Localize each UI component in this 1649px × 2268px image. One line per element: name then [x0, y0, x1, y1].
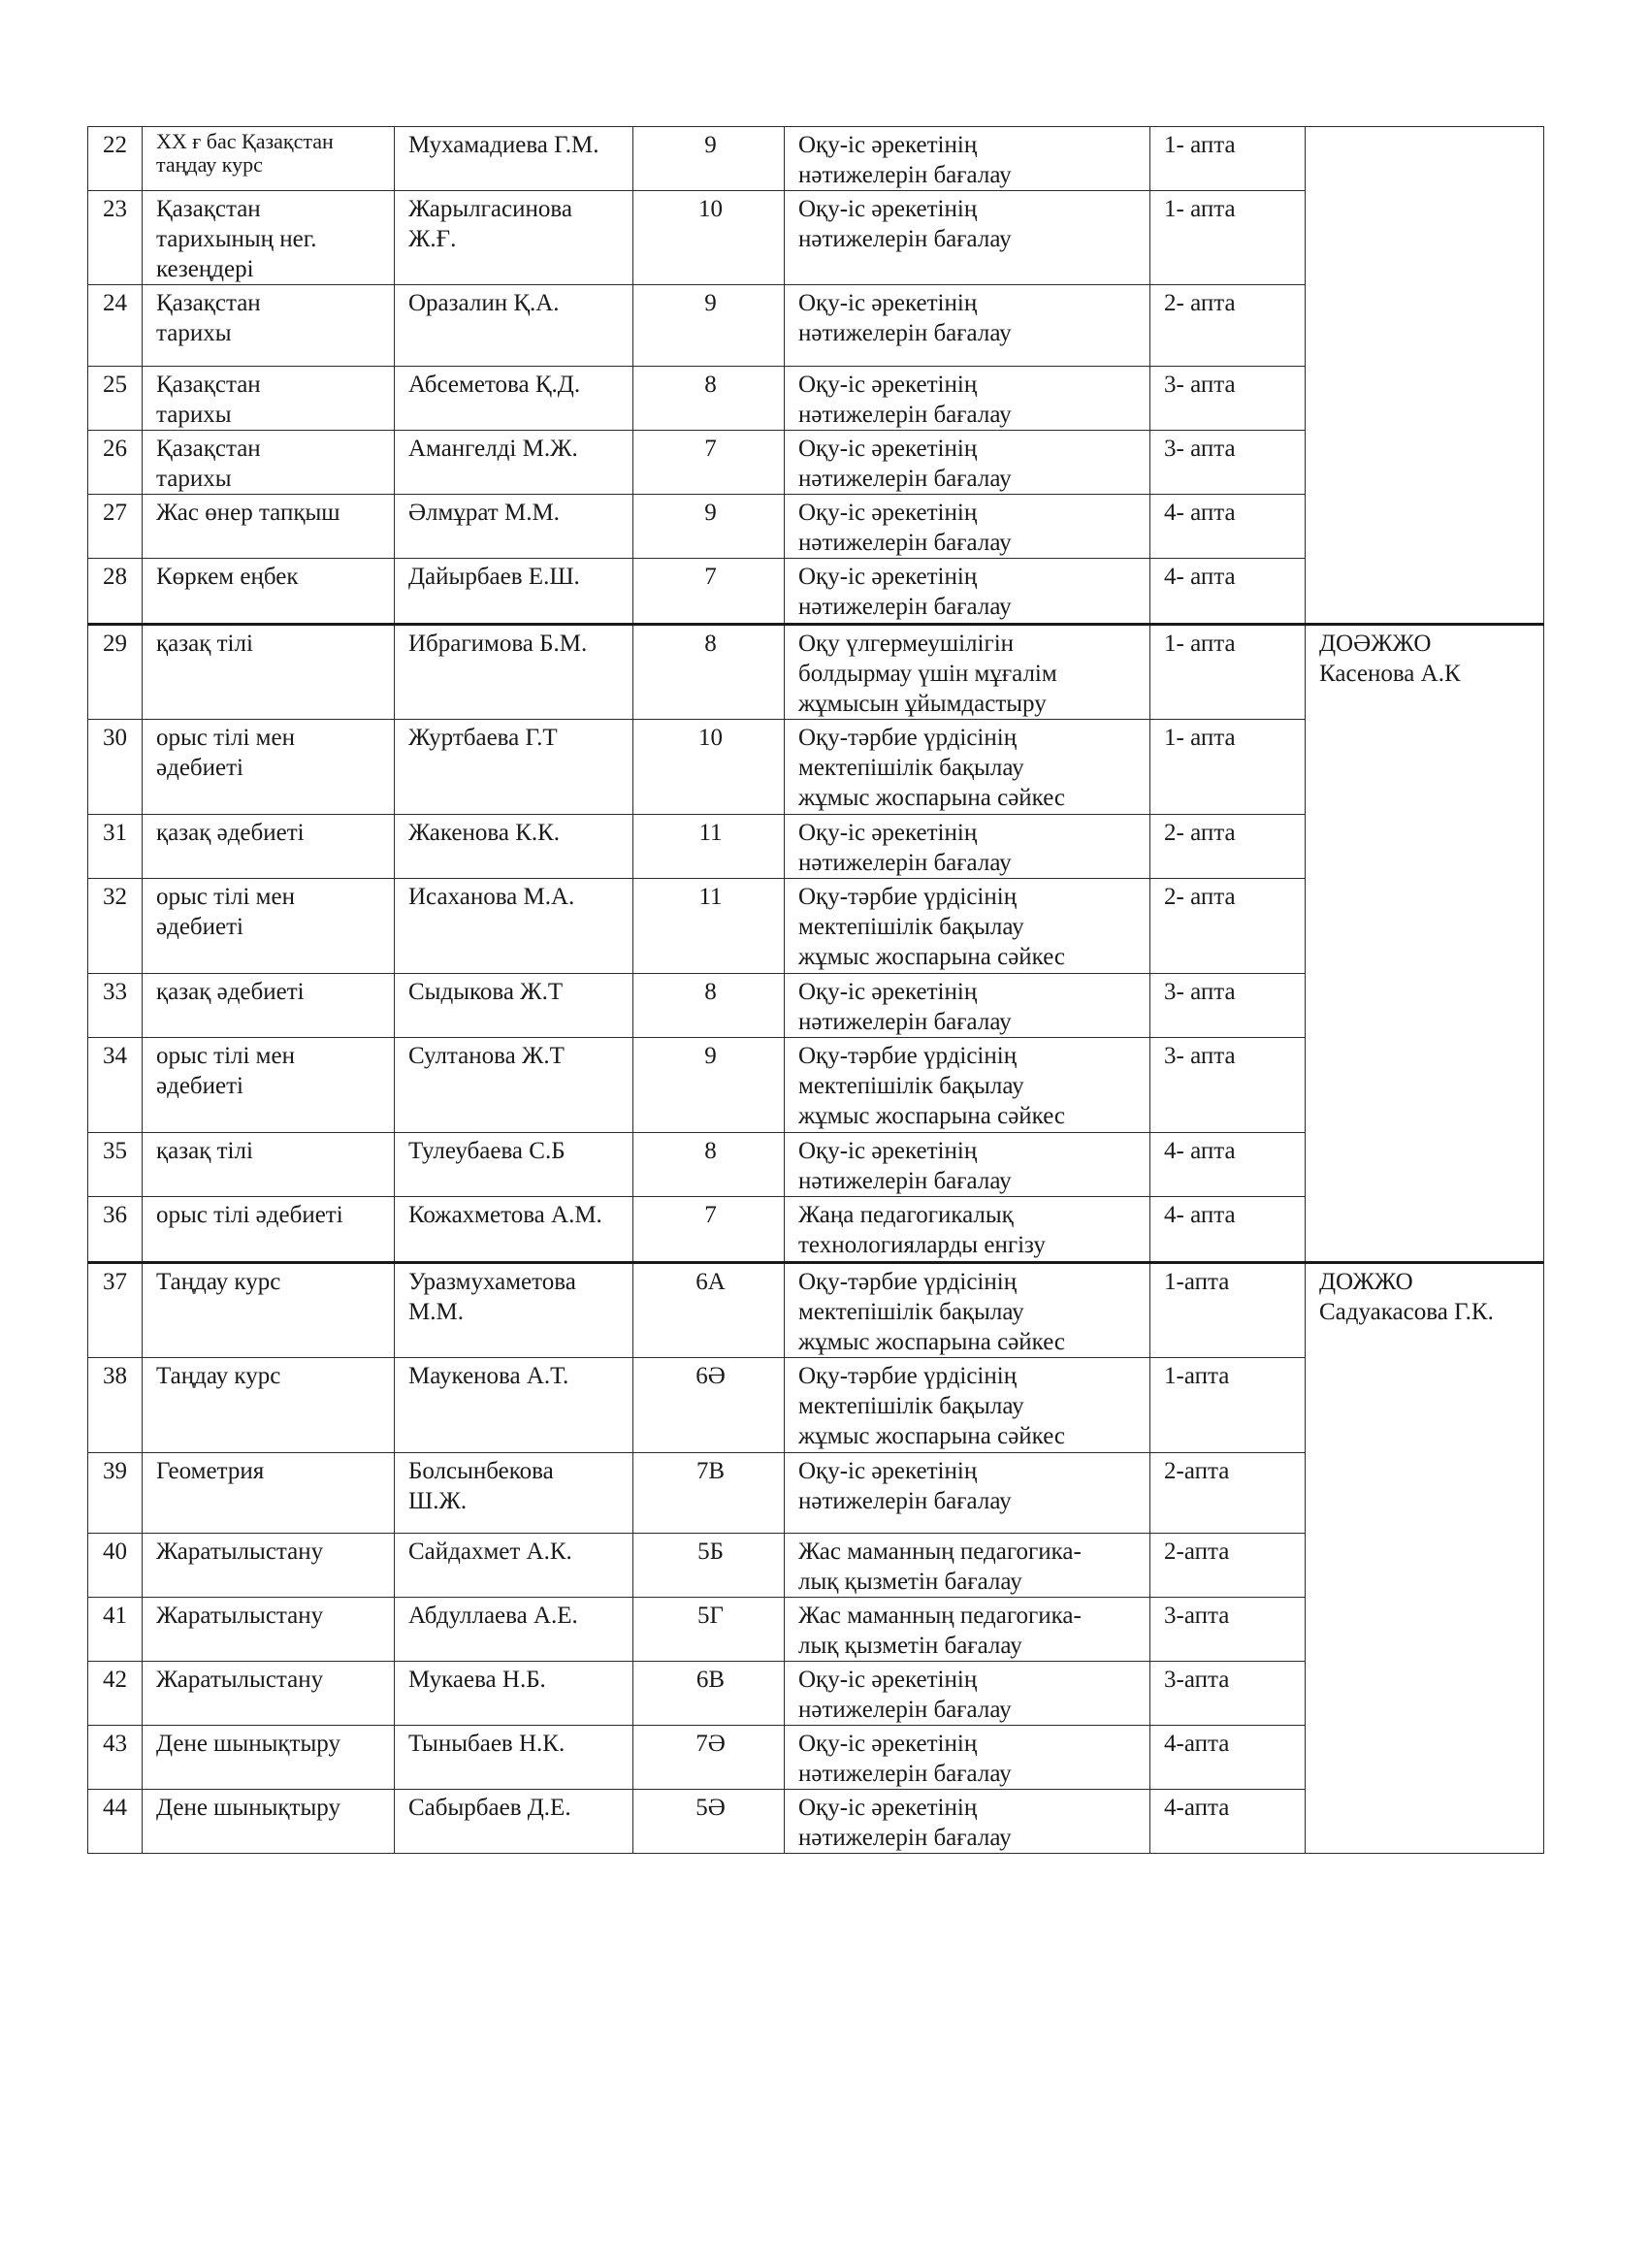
subject-cell	[143, 1358, 395, 1453]
subject-cell	[143, 127, 395, 191]
purpose-cell	[785, 191, 1150, 285]
purpose-cell-line: нәтижелерін бағалау	[798, 320, 1012, 346]
subject-cell-line: Қазақстан	[156, 196, 261, 222]
purpose-cell	[785, 625, 1150, 720]
row-number: 37	[88, 1263, 143, 1358]
purpose-cell-line: мектепішілік бақылау	[798, 1393, 1024, 1419]
purpose-cell-line: лық қызметін бағалау	[798, 1569, 1022, 1595]
teacher-cell	[395, 559, 633, 625]
row-number: 32	[88, 879, 143, 974]
purpose-cell	[785, 879, 1150, 974]
teacher-cell-line: Кожахметова А.М.	[408, 1202, 602, 1228]
teacher-cell-line: Болсынбекова	[408, 1458, 554, 1484]
teacher-cell-line: Жакенова К.К.	[408, 820, 561, 846]
purpose-cell-line: мектепішілік бақылау	[798, 755, 1024, 781]
grade-cell: 10	[633, 191, 785, 285]
teacher-cell	[395, 495, 633, 559]
grade-cell: 6В	[633, 1662, 785, 1726]
row-number: 39	[88, 1453, 143, 1534]
teacher-cell-line: Абдуллаева А.Е.	[408, 1603, 578, 1629]
teacher-cell	[395, 1534, 633, 1598]
purpose-cell-line: Оқу-тәрбие үрдісінің	[798, 1043, 1018, 1069]
teacher-cell-line: Маукенова А.Т.	[408, 1363, 569, 1389]
purpose-cell-line: болдырмау үшін мұғалім	[798, 661, 1057, 687]
table-row	[88, 127, 1544, 191]
subject-cell	[143, 495, 395, 559]
subject-cell-line: қазақ тілі	[156, 1138, 253, 1164]
teacher-cell-line: Ж.Ғ.	[408, 226, 457, 252]
purpose-cell	[785, 1358, 1150, 1453]
week-cell: 3- апта	[1150, 1038, 1306, 1133]
purpose-cell-line: нәтижелерін бағалау	[798, 530, 1012, 556]
purpose-cell-line: Оқу-іс әрекетінің	[798, 564, 978, 590]
purpose-cell-line: жұмыс жоспарына сәйкес	[798, 785, 1066, 811]
grade-cell: 5Г	[633, 1598, 785, 1662]
subject-cell	[143, 720, 395, 815]
teacher-cell	[395, 431, 633, 495]
teacher-cell	[395, 1038, 633, 1133]
subject-cell-line: Қазақстан	[156, 372, 261, 398]
grade-cell: 7	[633, 1197, 785, 1263]
purpose-cell-line: нәтижелерін бағалау	[798, 1825, 1012, 1851]
teacher-cell	[395, 1662, 633, 1726]
teacher-cell	[395, 127, 633, 191]
grade-cell: 10	[633, 720, 785, 815]
teacher-cell-line: Сайдахмет А.К.	[408, 1539, 572, 1565]
subject-cell	[143, 1534, 395, 1598]
teacher-cell-line: Мукаева Н.Б.	[408, 1667, 546, 1693]
subject-cell-line: қазақ тілі	[156, 631, 253, 657]
purpose-cell	[785, 1726, 1150, 1790]
purpose-cell	[785, 127, 1150, 191]
row-number: 44	[88, 1790, 143, 1854]
subject-cell	[143, 974, 395, 1038]
subject-cell	[143, 559, 395, 625]
grade-cell: 5Ә	[633, 1790, 785, 1854]
subject-cell-line: әдебиеті	[156, 914, 243, 940]
monitoring-schedule-table	[87, 126, 1544, 1854]
week-cell: 3-апта	[1150, 1662, 1306, 1726]
purpose-cell-line: нәтижелерін бағалау	[798, 594, 1012, 620]
subject-cell-line: тарихы	[156, 320, 232, 346]
teacher-cell	[395, 974, 633, 1038]
grade-cell: 8	[633, 974, 785, 1038]
subject-cell	[143, 1662, 395, 1726]
subject-cell	[143, 1598, 395, 1662]
subject-cell-line: кезеңдері	[156, 256, 254, 282]
grade-cell: 7Ә	[633, 1726, 785, 1790]
teacher-cell	[395, 1598, 633, 1662]
week-cell: 2- апта	[1150, 879, 1306, 974]
teacher-cell-line: Амангелді М.Ж.	[408, 436, 578, 462]
row-number: 34	[88, 1038, 143, 1133]
grade-cell: 8	[633, 1133, 785, 1197]
grade-cell: 5Б	[633, 1534, 785, 1598]
responsible-line: Касенова А.К	[1319, 661, 1461, 687]
row-number: 36	[88, 1197, 143, 1263]
week-cell: 1- апта	[1150, 127, 1306, 191]
purpose-cell-line: мектепішілік бақылау	[798, 1299, 1024, 1325]
week-cell: 1- апта	[1150, 720, 1306, 815]
purpose-cell-line: нәтижелерін бағалау	[798, 402, 1012, 428]
teacher-cell	[395, 285, 633, 367]
purpose-cell	[785, 1534, 1150, 1598]
grade-cell: 9	[633, 285, 785, 367]
grade-cell: 11	[633, 879, 785, 974]
purpose-cell-line: Оқу-тәрбие үрдісінің	[798, 725, 1018, 751]
week-cell: 3- апта	[1150, 431, 1306, 495]
purpose-cell	[785, 495, 1150, 559]
row-number: 29	[88, 625, 143, 720]
purpose-cell	[785, 1133, 1150, 1197]
subject-cell-line: қазақ әдебиеті	[156, 979, 305, 1005]
week-cell: 4- апта	[1150, 1197, 1306, 1263]
subject-cell	[143, 367, 395, 431]
subject-cell-line: әдебиеті	[156, 1073, 243, 1099]
teacher-cell	[395, 720, 633, 815]
row-number: 40	[88, 1534, 143, 1598]
grade-cell: 9	[633, 127, 785, 191]
purpose-cell-line: нәтижелерін бағалау	[798, 850, 1012, 876]
purpose-cell-line: Жас маманның педагогика-	[798, 1539, 1082, 1565]
purpose-cell	[785, 367, 1150, 431]
subject-cell	[143, 1263, 395, 1358]
row-number: 35	[88, 1133, 143, 1197]
responsible-cell	[1306, 1263, 1544, 1854]
teacher-cell-line: Мухамадиева Г.М.	[408, 132, 599, 158]
subject-cell	[143, 1197, 395, 1263]
purpose-cell	[785, 974, 1150, 1038]
row-number: 33	[88, 974, 143, 1038]
responsible-cell	[1306, 625, 1544, 1263]
purpose-cell	[785, 1263, 1150, 1358]
responsible-line: ДОӘЖЖО	[1319, 631, 1432, 657]
teacher-cell-line: Тулеубаева С.Б	[408, 1138, 566, 1164]
table-body	[88, 127, 1544, 1854]
subject-cell-line: Жас өнер тапқыш	[156, 500, 340, 526]
subject-cell-line: тарихы	[156, 402, 232, 428]
week-cell: 1-апта	[1150, 1358, 1306, 1453]
subject-cell-line: Жаратылыстану	[156, 1667, 324, 1693]
teacher-cell-line: Журтбаева Г.Т	[408, 725, 558, 751]
subject-cell-line: қазақ әдебиеті	[156, 820, 305, 846]
teacher-cell-line: Ибрагимова Б.М.	[408, 631, 588, 657]
grade-cell: 7	[633, 559, 785, 625]
purpose-cell-line: Оқу-іс әрекетінің	[798, 979, 978, 1005]
subject-cell	[143, 879, 395, 974]
grade-cell: 8	[633, 625, 785, 720]
week-cell: 1-апта	[1150, 1263, 1306, 1358]
teacher-cell-line: Абсеметова Қ.Д.	[408, 372, 581, 398]
table-row	[88, 625, 1544, 720]
purpose-cell-line: нәтижелерін бағалау	[798, 1697, 1012, 1723]
week-cell: 4-апта	[1150, 1726, 1306, 1790]
teacher-cell	[395, 815, 633, 879]
purpose-cell	[785, 1453, 1150, 1534]
purpose-cell-line: технологияларды енгізу	[798, 1232, 1046, 1258]
responsible-cell	[1306, 127, 1544, 625]
subject-cell-line: Геометрия	[156, 1458, 265, 1484]
purpose-cell-line: Жаңа педагогикалық	[798, 1202, 1014, 1228]
subject-cell-line: таңдау курс	[156, 152, 263, 177]
purpose-cell-line: мектепішілік бақылау	[798, 1073, 1024, 1099]
purpose-cell-line: Оқу-іс әрекетінің	[798, 1667, 978, 1693]
purpose-cell-line: Оқу-іс әрекетінің	[798, 290, 978, 316]
purpose-cell-line: лық қызметін бағалау	[798, 1633, 1022, 1659]
purpose-cell	[785, 720, 1150, 815]
purpose-cell-line: жұмыс жоспарына сәйкес	[798, 944, 1066, 970]
purpose-cell-line: жұмыс жоспарына сәйкес	[798, 1103, 1066, 1129]
week-cell: 2-апта	[1150, 1534, 1306, 1598]
purpose-cell-line: жұмыс жоспарына сәйкес	[798, 1329, 1066, 1355]
week-cell: 1- апта	[1150, 191, 1306, 285]
purpose-cell	[785, 1038, 1150, 1133]
grade-cell: 6А	[633, 1263, 785, 1358]
purpose-cell-line: Оқу-іс әрекетінің	[798, 500, 978, 526]
purpose-cell-line: нәтижелерін бағалау	[798, 1761, 1012, 1787]
purpose-cell	[785, 1598, 1150, 1662]
grade-cell: 8	[633, 367, 785, 431]
subject-cell-line: Жаратылыстану	[156, 1539, 324, 1565]
grade-cell: 6Ә	[633, 1358, 785, 1453]
purpose-cell-line: Оқу-іс әрекетінің	[798, 372, 978, 398]
purpose-cell-line: нәтижелерін бағалау	[798, 1488, 1012, 1514]
subject-cell-line: Дене шынықтыру	[156, 1731, 340, 1757]
subject-cell	[143, 431, 395, 495]
subject-cell-line: тарихы	[156, 466, 232, 492]
subject-cell-line: орыс тілі мен	[156, 884, 295, 910]
purpose-cell	[785, 815, 1150, 879]
subject-cell	[143, 1453, 395, 1534]
purpose-cell	[785, 1662, 1150, 1726]
purpose-cell-line: Оқу-іс әрекетінің	[798, 1458, 978, 1484]
week-cell: 3-апта	[1150, 1598, 1306, 1662]
purpose-cell-line: нәтижелерін бағалау	[798, 466, 1012, 492]
week-cell: 4- апта	[1150, 495, 1306, 559]
subject-cell-line: Дене шынықтыру	[156, 1795, 340, 1821]
teacher-cell-line: Ш.Ж.	[408, 1488, 468, 1514]
purpose-cell-line: Оқу үлгермеушілігін	[798, 631, 1015, 657]
week-cell: 2- апта	[1150, 285, 1306, 367]
teacher-cell	[395, 1133, 633, 1197]
teacher-cell-line: Сыдыкова Ж.Т	[408, 979, 564, 1005]
subject-cell	[143, 1038, 395, 1133]
purpose-cell-line: жұмысын ұйымдастыру	[798, 691, 1047, 717]
grade-cell: 7В	[633, 1453, 785, 1534]
purpose-cell-line: Оқу-іс әрекетінің	[798, 1138, 978, 1164]
purpose-cell-line: нәтижелерін бағалау	[798, 1168, 1012, 1194]
purpose-cell-line: Оқу-іс әрекетінің	[798, 820, 978, 846]
subject-cell	[143, 285, 395, 367]
subject-cell	[143, 1133, 395, 1197]
teacher-cell-line: Султанова Ж.Т	[408, 1043, 565, 1069]
purpose-cell-line: нәтижелерін бағалау	[798, 162, 1012, 188]
row-number: 43	[88, 1726, 143, 1790]
teacher-cell	[395, 367, 633, 431]
grade-cell: 11	[633, 815, 785, 879]
grade-cell: 9	[633, 1038, 785, 1133]
subject-cell	[143, 625, 395, 720]
subject-cell	[143, 815, 395, 879]
purpose-cell-line: жұмыс жоспарына сәйкес	[798, 1423, 1066, 1449]
subject-cell-line: Қазақстан	[156, 290, 261, 316]
grade-cell: 7	[633, 431, 785, 495]
subject-cell-line: тарихының нег.	[156, 226, 317, 252]
subject-cell-line: орыс тілі мен	[156, 725, 295, 751]
teacher-cell-line: Дайырбаев Е.Ш.	[408, 564, 580, 590]
responsible-line: ДОЖЖО	[1319, 1269, 1413, 1295]
purpose-cell-line: Оқу-іс әрекетінің	[798, 436, 978, 462]
week-cell: 3- апта	[1150, 974, 1306, 1038]
week-cell: 4-апта	[1150, 1790, 1306, 1854]
subject-cell-line: орыс тілі мен	[156, 1043, 295, 1069]
purpose-cell	[785, 1790, 1150, 1854]
purpose-cell-line: Жас маманның педагогика-	[798, 1603, 1082, 1629]
purpose-cell-line: Оқу-тәрбие үрдісінің	[798, 1269, 1018, 1295]
subject-cell-line: Таңдау курс	[156, 1269, 281, 1295]
row-number: 22	[88, 127, 143, 191]
subject-cell-line: орыс тілі әдебиеті	[156, 1202, 343, 1228]
teacher-cell	[395, 1453, 633, 1534]
subject-cell	[143, 1726, 395, 1790]
purpose-cell-line: мектепішілік бақылау	[798, 914, 1024, 940]
teacher-cell	[395, 1358, 633, 1453]
teacher-cell	[395, 1197, 633, 1263]
purpose-cell-line: Оқу-іс әрекетінің	[798, 196, 978, 222]
week-cell: 1- апта	[1150, 625, 1306, 720]
teacher-cell	[395, 1263, 633, 1358]
purpose-cell	[785, 285, 1150, 367]
subject-cell	[143, 191, 395, 285]
teacher-cell	[395, 1726, 633, 1790]
teacher-cell	[395, 879, 633, 974]
subject-cell-line: әдебиеті	[156, 755, 243, 781]
row-number: 30	[88, 720, 143, 815]
row-number: 25	[88, 367, 143, 431]
purpose-cell	[785, 431, 1150, 495]
teacher-cell-line: М.М.	[408, 1299, 464, 1325]
subject-cell-line: Таңдау курс	[156, 1363, 281, 1389]
teacher-cell-line: Сабырбаев Д.Е.	[408, 1795, 571, 1821]
purpose-cell-line: Оқу-тәрбие үрдісінің	[798, 884, 1018, 910]
subject-cell-line: Жаратылыстану	[156, 1603, 324, 1629]
subject-cell-line: Көркем еңбек	[156, 564, 299, 590]
teacher-cell-line: Исаханова М.А.	[408, 884, 575, 910]
row-number: 23	[88, 191, 143, 285]
row-number: 24	[88, 285, 143, 367]
row-number: 27	[88, 495, 143, 559]
purpose-cell-line: Оқу-іс әрекетінің	[798, 1795, 978, 1821]
teacher-cell-line: Оразалин Қ.А.	[408, 290, 560, 316]
purpose-cell-line: нәтижелерін бағалау	[798, 1009, 1012, 1035]
teacher-cell-line: Уразмухаметова	[408, 1269, 576, 1295]
teacher-cell-line: Жарылгасинова	[408, 196, 572, 222]
week-cell: 3- апта	[1150, 367, 1306, 431]
purpose-cell-line: Оқу-тәрбие үрдісінің	[798, 1363, 1018, 1389]
row-number: 31	[88, 815, 143, 879]
row-number: 41	[88, 1598, 143, 1662]
responsible-line: Садуакасова Г.К.	[1319, 1299, 1494, 1325]
grade-cell: 9	[633, 495, 785, 559]
subject-cell	[143, 1790, 395, 1854]
purpose-cell	[785, 1197, 1150, 1263]
subject-cell-line: XX ғ бас Қазақстан	[156, 129, 334, 153]
week-cell: 2-апта	[1150, 1453, 1306, 1534]
teacher-cell	[395, 625, 633, 720]
purpose-cell-line: Оқу-іс әрекетінің	[798, 132, 978, 158]
teacher-cell	[395, 191, 633, 285]
teacher-cell	[395, 1790, 633, 1854]
row-number: 26	[88, 431, 143, 495]
purpose-cell-line: нәтижелерін бағалау	[798, 226, 1012, 252]
subject-cell-line: Қазақстан	[156, 436, 261, 462]
week-cell: 2- апта	[1150, 815, 1306, 879]
purpose-cell-line: Оқу-іс әрекетінің	[798, 1731, 978, 1757]
teacher-cell-line: Әлмұрат М.М.	[408, 500, 560, 526]
week-cell: 4- апта	[1150, 1133, 1306, 1197]
row-number: 42	[88, 1662, 143, 1726]
row-number: 28	[88, 559, 143, 625]
purpose-cell	[785, 559, 1150, 625]
table-row	[88, 1263, 1544, 1358]
teacher-cell-line: Тыныбаев Н.К.	[408, 1731, 566, 1757]
row-number: 38	[88, 1358, 143, 1453]
week-cell: 4- апта	[1150, 559, 1306, 625]
